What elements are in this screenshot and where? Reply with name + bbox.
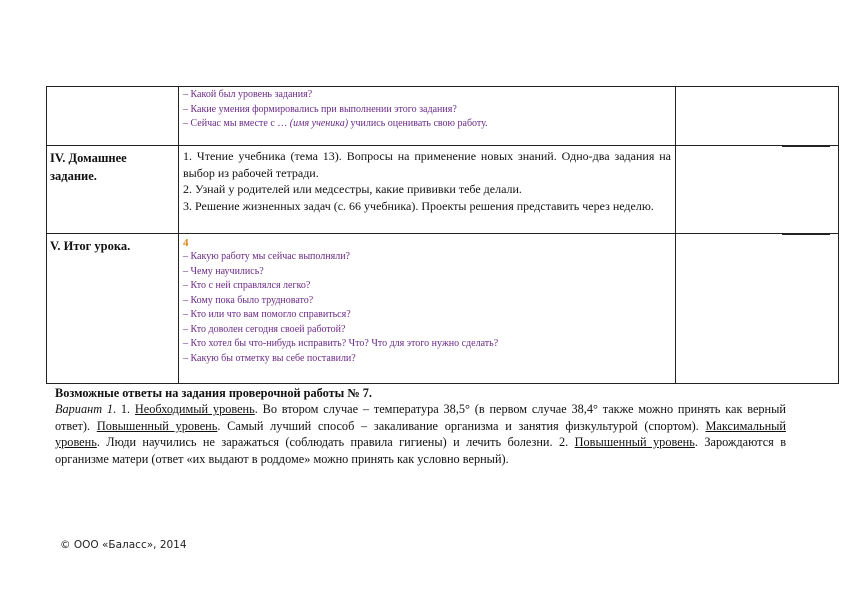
notes-cell [676, 234, 839, 384]
question-text: – Какую бы отметку вы себе поставили? [183, 352, 356, 364]
question-text: – Какую работу мы сейчас выполняли? [183, 251, 350, 262]
divider [782, 146, 830, 147]
lesson-plan-table [46, 86, 839, 384]
stage-cell: V. Итог урока. [47, 234, 179, 384]
answer-text: . 1. [113, 402, 135, 417]
level-label: Повышенный уровень [574, 435, 695, 450]
answers-heading: Возможные ответы на задания проверочной работы № 7. [55, 386, 373, 400]
notes-cell [676, 87, 839, 146]
stage-cell: IV. Домашнее задание. [47, 146, 179, 234]
question-text [179, 117, 675, 132]
level-label: Максимальный уровень [55, 418, 787, 450]
answer-text: . Зарождаются в организме матери (ответ «их выдают в роддоме» можно принять как условно верный). [55, 435, 787, 466]
content-cell [179, 87, 676, 146]
divider [782, 234, 830, 235]
homework-item: 2. Узнай у родителей или медсестры, какие прививки тебе делали. [183, 182, 522, 196]
table-row [47, 234, 839, 384]
question-text: – Кому пока было трудновато? [183, 294, 314, 306]
question-text: – Чему научились? [183, 265, 264, 277]
content-cell [179, 234, 676, 384]
table-row [47, 146, 839, 234]
answer-text: . Самый лучший способ – закаливание организма и занятия физкультурой (спортом). [217, 418, 706, 433]
question-text: – Какой был уровень задания? [183, 89, 313, 100]
homework-item: 3. Решение жизненных задач (с. 66 учебника). Проекты решения представить через неделю. [183, 198, 654, 213]
question-text: – Кто или что вам помогло справиться? [183, 309, 351, 320]
question-text: – Какие умения формировались при выполнении этого задания? [183, 103, 457, 115]
stage-cell [47, 87, 179, 146]
question-text: – Кто хотел бы что-нибудь исправить? Что? Что для этого нужно сделать? [183, 338, 499, 349]
homework-item: 1. Чтение учебника (тема 13). Вопросы на применение новых знаний. Одно-два задания на выбор из рабочей тетради. [183, 149, 671, 180]
variant-label: Вариант 1 [55, 402, 114, 417]
question-prefix: – Сейчас мы вместе с … [183, 118, 290, 129]
question-text: – Кто с ней справлялся легко? [183, 280, 311, 291]
answers-section [55, 385, 786, 467]
notes-cell [676, 146, 839, 234]
step-number: 4 [183, 237, 189, 249]
content-cell [179, 146, 676, 234]
level-label: Необходимый уровень [134, 402, 255, 417]
answers-body [55, 402, 786, 465]
student-name-placeholder: (имя ученика) [289, 118, 349, 129]
level-label: Повышенный уровень [96, 418, 218, 433]
question-suffix: учились оценивать свою работу. [348, 118, 488, 129]
question-text: – Кто доволен сегодня своей работой? [183, 323, 346, 335]
table-row [47, 87, 839, 146]
copyright-footer: © ООО «Баласс», 2014 [60, 539, 187, 551]
answer-text: . Во втором случае – температура 38,5° (в первом случае 38,4° также можно принять как верный ответ). [55, 402, 786, 433]
answer-text: . Люди научились не заражаться (соблюдать правила гигиены) и лечить болезни. 2. [96, 435, 575, 450]
